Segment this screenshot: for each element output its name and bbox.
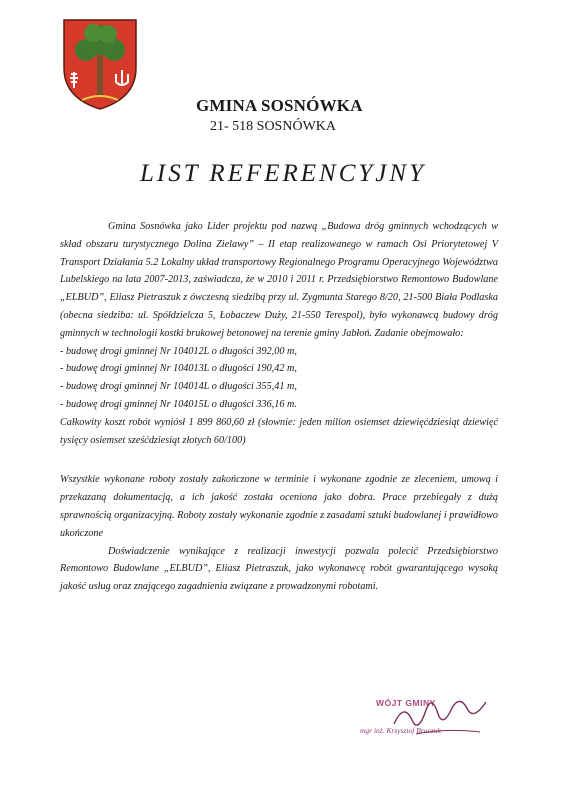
completion-paragraph: Wszystkie wykonane roboty zostały zakończone w terminie i wykonane zgodnie ze zleceniem, umową i przekazaną dokumentacją, a ich jakość została oceniona jako dobra. Prace przebiegały z dużą sprawnością organizacyjną. Roboty zostały wykonanie zgodnie z zasadami sztuki budowlanej i prawidłowo ukończone bbox=[60, 474, 498, 539]
stamp-title: WÓJT GMINY bbox=[376, 698, 436, 708]
stamp-name: mgr inż. Krzysztof Bruczuk bbox=[360, 726, 441, 735]
cost-paragraph: Całkowity koszt robót wyniósł 1 899 860,60 zł (słownie: jeden milion osiemset dziewięćdziesiąt dziewięć tysięcy osiemset sześćdziesiąt złotych 60/100) bbox=[60, 416, 498, 446]
list-item: - budowę drogi gminnej Nr 104012L o długości 392,00 m, bbox=[60, 345, 297, 357]
signature-stamp bbox=[346, 690, 516, 760]
recommendation-paragraph: Doświadczenie wynikające z realizacji inwestycji pozwala polecić Przedsiębiorstwo Remontowo Budowlane „ELBUD”, Eliasz Pietraszuk, jako wykonawcę robót gwarantującego wysoką jakość usług oraz znającego zagadnienia związane z prowadzonymi robotami. bbox=[60, 545, 498, 593]
coat-of-arms-icon bbox=[60, 16, 140, 112]
list-item: - budowę drogi gminnej Nr 104015L o długości 336,16 m. bbox=[60, 398, 297, 410]
document-title: LIST REFERENCYJNY bbox=[140, 160, 426, 187]
handwritten-signature-icon bbox=[386, 690, 496, 750]
list-item: - budowę drogi gminnej Nr 104013L o długości 190,42 m, bbox=[60, 363, 297, 375]
list-item: - budowę drogi gminnej Nr 104014L o długości 355,41 m, bbox=[60, 381, 297, 393]
municipality-address: 21- 518 SOSNÓWKA bbox=[210, 119, 336, 134]
intro-paragraph: Gmina Sosnówka jako Lider projektu pod nazwą „Budowa dróg gminnych wchodzących w skład obszaru turystycznego Dolina Zielawy” – II etap realizowanego w ramach Osi Priorytetowej V Transport Działania 5.2 Lokalny układ transportowy Regionalnego Programu Operacyjnego Województwa Lubelskiego na lata 2007-2013, zaświadcza, że w 2010 i 2011 r. Przedsiębiorstwo Remontowo Budowlane „ELBUD”, Eliasz Pietraszuk z ówczesną siedzibą przy ul. Zygmunta Starego 8/20, 21-500 Biała Podlaska (obecna siedziba: ul. Spółdzielcza 5, Łobaczew Duży, 21-550 Terespol), było wykonawcą budowy dróg gminnych w technologii kostki brukowej betonowej na terenie gminy Jabłoń. Zadanie obejmowało: bbox=[60, 221, 498, 339]
municipality-name: GMINA SOSNÓWKA bbox=[196, 96, 363, 115]
letter-body bbox=[60, 218, 498, 596]
